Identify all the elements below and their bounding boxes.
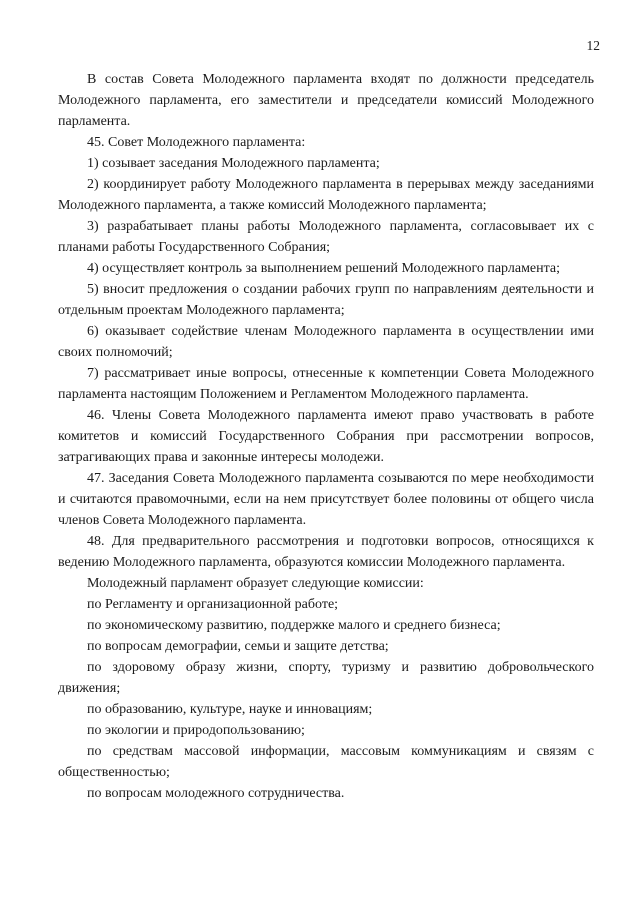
commission-item: по Регламенту и организационной работе; (87, 597, 339, 612)
page-number: 12 (586, 38, 600, 53)
commission-item: по образованию, культуре, науке и инновациям; (87, 702, 373, 717)
paragraph-council-composition: В состав Совета Молодежного парламента входят по должности председатель Молодежного парламента, его заместители и председатели комиссий Молодежного парламента. (58, 72, 594, 129)
list-item-45-1: 1) созывает заседания Молодежного парламента; (87, 156, 380, 171)
commissions-intro: Молодежный парламент образует следующие комиссии: (87, 576, 424, 591)
paragraph-46: 46. Члены Совета Молодежного парламента имеют право участвовать в работе комитетов и комиссий Государственного Собрания при рассмотрении вопросов, затрагивающих права и законные интересы молодежи. (58, 408, 594, 465)
commission-item: по вопросам демографии, семьи и защите детства; (87, 639, 389, 654)
list-item-45-7: 7) рассматривает иные вопросы, отнесенные к компетенции Совета Молодежного парламента настоящим Положением и Регламентом Молодежного парламента. (58, 366, 594, 402)
paragraph-47: 47. Заседания Совета Молодежного парламента созываются по мере необходимости и считаются правомочными, если на нем присутствует более половины от общего числа членов Совета Молодежного парламента. (58, 471, 594, 528)
list-item-45-3: 3) разрабатывает планы работы Молодежного парламента, согласовывает их с планами работы Государственного Собрания; (58, 219, 594, 255)
commission-item: по экономическому развитию, поддержке малого и среднего бизнеса; (87, 618, 501, 633)
document-body (58, 69, 594, 804)
list-item-45-5: 5) вносит предложения о создании рабочих групп по направлениям деятельности и отдельным проектам Молодежного парламента; (58, 282, 594, 318)
commission-item: по средствам массовой информации, массовым коммуникациям и связям с общественностью; (58, 744, 594, 780)
paragraph-48: 48. Для предварительного рассмотрения и подготовки вопросов, относящихся к ведению Молодежного парламента, образуются комиссии Молодежного парламента. (58, 534, 594, 570)
commission-item: по здоровому образу жизни, спорту, туризму и развитию добровольческого движения; (58, 660, 594, 696)
paragraph-45-heading: 45. Совет Молодежного парламента: (87, 135, 306, 150)
list-item-45-2: 2) координирует работу Молодежного парламента в перерывах между заседаниями Молодежного парламента, а также комиссий Молодежного парламента; (58, 177, 594, 213)
list-item-45-4: 4) осуществляет контроль за выполнением решений Молодежного парламента; (87, 261, 561, 276)
commission-item: по вопросам молодежного сотрудничества. (87, 786, 345, 801)
list-item-45-6: 6) оказывает содействие членам Молодежного парламента в осуществлении ими своих полномочий; (58, 324, 594, 360)
commission-item: по экологии и природопользованию; (87, 723, 305, 738)
